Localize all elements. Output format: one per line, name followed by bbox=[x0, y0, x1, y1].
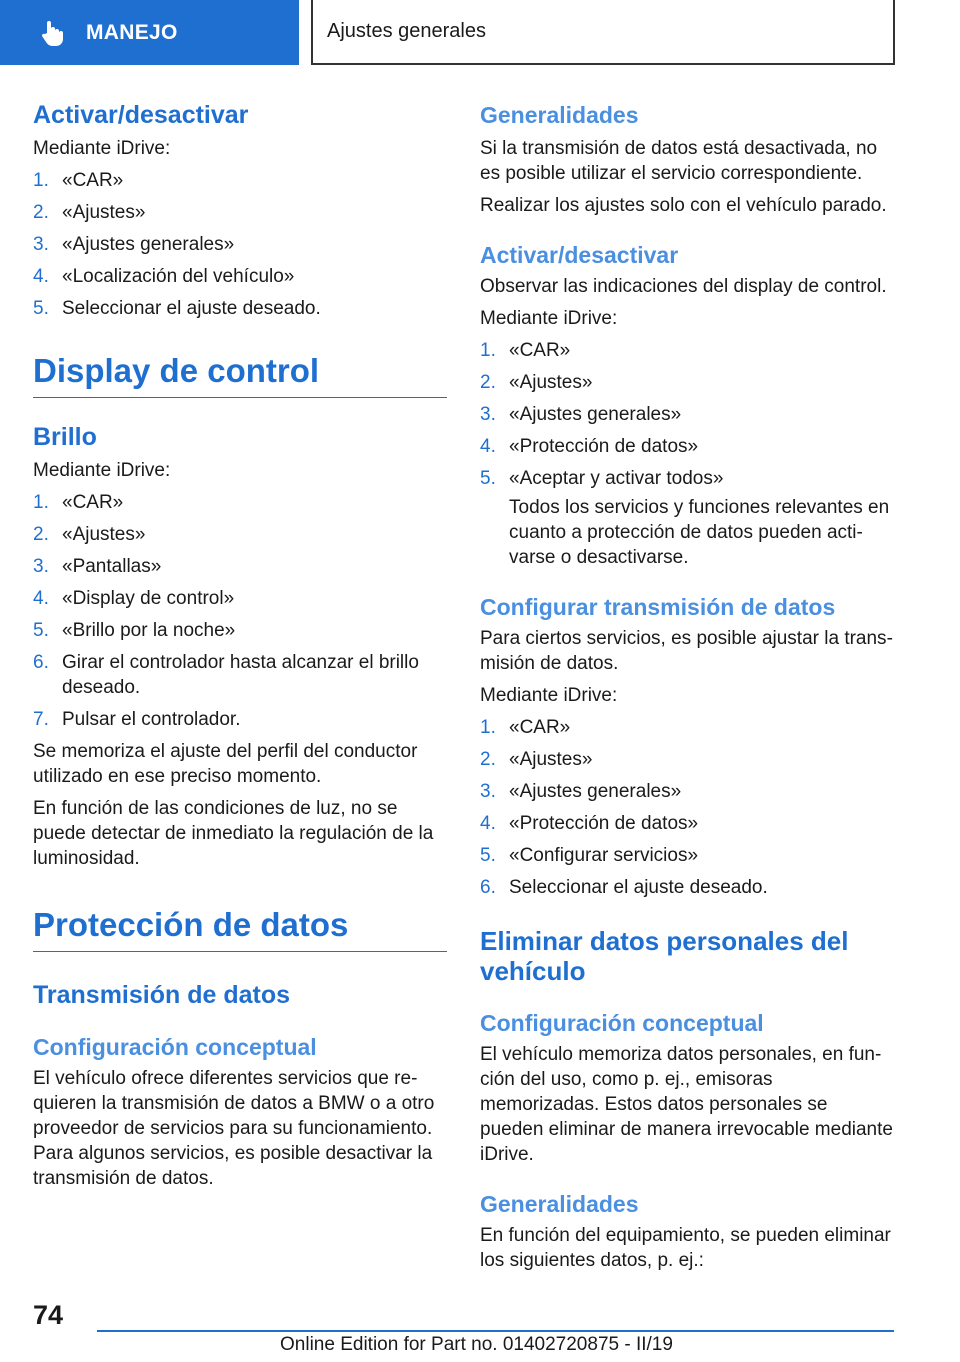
list-item: 1. «CAR» bbox=[480, 340, 571, 361]
paragraph: Observar las indicaciones del display de control. bbox=[480, 276, 887, 297]
heading-display: Display de control bbox=[33, 351, 447, 398]
steps-list bbox=[33, 168, 447, 321]
list-item: 6. Girar el controlador hasta alcanzar el brillo deseado. bbox=[33, 652, 419, 698]
paragraph: En función de las condiciones de luz, no se puede detectar de inmediato la regulación de la luminosidad. bbox=[33, 798, 434, 869]
step-note: Todos los servicios y funciones relevantes en cuanto a protección de datos pueden activarse o desactivarse. bbox=[509, 497, 890, 568]
hand-pointer-icon bbox=[38, 18, 68, 48]
list-item: 1. «CAR» bbox=[33, 492, 124, 513]
list-item: 4. «Protección de datos» bbox=[480, 436, 699, 457]
list-item: 4. «Localización del vehículo» bbox=[33, 266, 295, 287]
steps-list bbox=[33, 490, 447, 732]
steps-list bbox=[480, 715, 894, 900]
heading-config: Configuración conceptual bbox=[480, 1010, 764, 1036]
list-item: 5. «Aceptar y activar todos» bbox=[480, 468, 724, 489]
list-item: 3. «Ajustes generales» bbox=[480, 404, 682, 425]
list-item: 1. «CAR» bbox=[480, 717, 571, 738]
list-item: 3. «Ajustes generales» bbox=[480, 781, 682, 802]
right-column bbox=[480, 100, 894, 1273]
list-item: 2. «Ajustes» bbox=[33, 202, 146, 223]
paragraph: Para ciertos servicios, es posible ajustar la transmisión de datos. bbox=[480, 628, 893, 674]
list-item: 3. «Pantallas» bbox=[33, 556, 162, 577]
list-item: 5. «Brillo por la noche» bbox=[33, 620, 236, 641]
heading-activar: Activar/desactivar bbox=[33, 101, 249, 129]
list-item: 5. «Configurar servicios» bbox=[480, 845, 699, 866]
list-item: 2. «Ajustes» bbox=[33, 524, 146, 545]
paragraph: En función del equipamiento, se pueden eliminar los siguientes datos, p. ej.: bbox=[480, 1225, 891, 1271]
heading-generalidades: Generalidades bbox=[480, 1191, 639, 1217]
steps-list bbox=[480, 338, 894, 491]
list-item: 1. «CAR» bbox=[33, 170, 124, 191]
footer-divider bbox=[97, 1330, 894, 1332]
left-column bbox=[33, 100, 447, 1191]
heading-brillo: Brillo bbox=[33, 423, 97, 451]
page-number: 74 bbox=[33, 1300, 64, 1330]
list-item: 5. Seleccionar el ajuste deseado. bbox=[33, 298, 321, 319]
heading-generalidades: Generalidades bbox=[480, 102, 639, 128]
list-item: 3. «Ajustes generales» bbox=[33, 234, 235, 255]
list-item: 4. «Display de control» bbox=[33, 588, 235, 609]
heading-proteccion: Protección de datos bbox=[33, 905, 447, 952]
heading-activar: Activar/desactivar bbox=[480, 242, 679, 268]
heading-configurar: Configurar transmisión de datos bbox=[480, 594, 836, 620]
intro-text: Mediante iDrive: bbox=[33, 460, 171, 481]
list-item: 2. «Ajustes» bbox=[480, 372, 593, 393]
paragraph: El vehículo memoriza datos personales, en función del uso, como p. ej., emisoras memorizadas. Estos datos personales se pueden eliminar de manera irrevocable mediante iDrive. bbox=[480, 1044, 893, 1165]
chapter-tab[interactable] bbox=[0, 0, 299, 65]
paragraph: Si la transmisión de datos está desactivada, no es posible utilizar el servicio correspondiente. bbox=[480, 138, 878, 184]
heading-config: Configuración conceptual bbox=[33, 1034, 317, 1060]
intro-text: Mediante iDrive: bbox=[480, 685, 618, 706]
footer-edition: Online Edition for Part no. 01402720875 - II/19 bbox=[280, 1334, 673, 1355]
paragraph: Se memoriza el ajuste del perfil del conductor utilizado en ese preciso momento. bbox=[33, 741, 418, 787]
paragraph: Realizar los ajustes solo con el vehículo parado. bbox=[480, 195, 887, 216]
heading-transmision: Transmisión de datos bbox=[33, 981, 291, 1009]
intro-text: Mediante iDrive: bbox=[33, 138, 171, 159]
list-item: 6. Seleccionar el ajuste deseado. bbox=[480, 877, 768, 898]
list-item: 7. Pulsar el controlador. bbox=[33, 709, 241, 730]
heading-eliminar: Eliminar datos personales del vehículo bbox=[480, 926, 849, 986]
list-item: 2. «Ajustes» bbox=[480, 749, 593, 770]
section-title: Ajustes generales bbox=[311, 0, 895, 65]
paragraph: El vehículo ofrece diferentes servicios que requieren la transmisión de datos a BMW o a otro proveedor de servicios para su funcionamiento. Para algunos servicios, es posible desactivar la transmisión de datos. bbox=[33, 1068, 435, 1189]
list-item: 4. «Protección de datos» bbox=[480, 813, 699, 834]
intro-text: Mediante iDrive: bbox=[480, 308, 618, 329]
chapter-label: MANEJO bbox=[86, 20, 178, 44]
